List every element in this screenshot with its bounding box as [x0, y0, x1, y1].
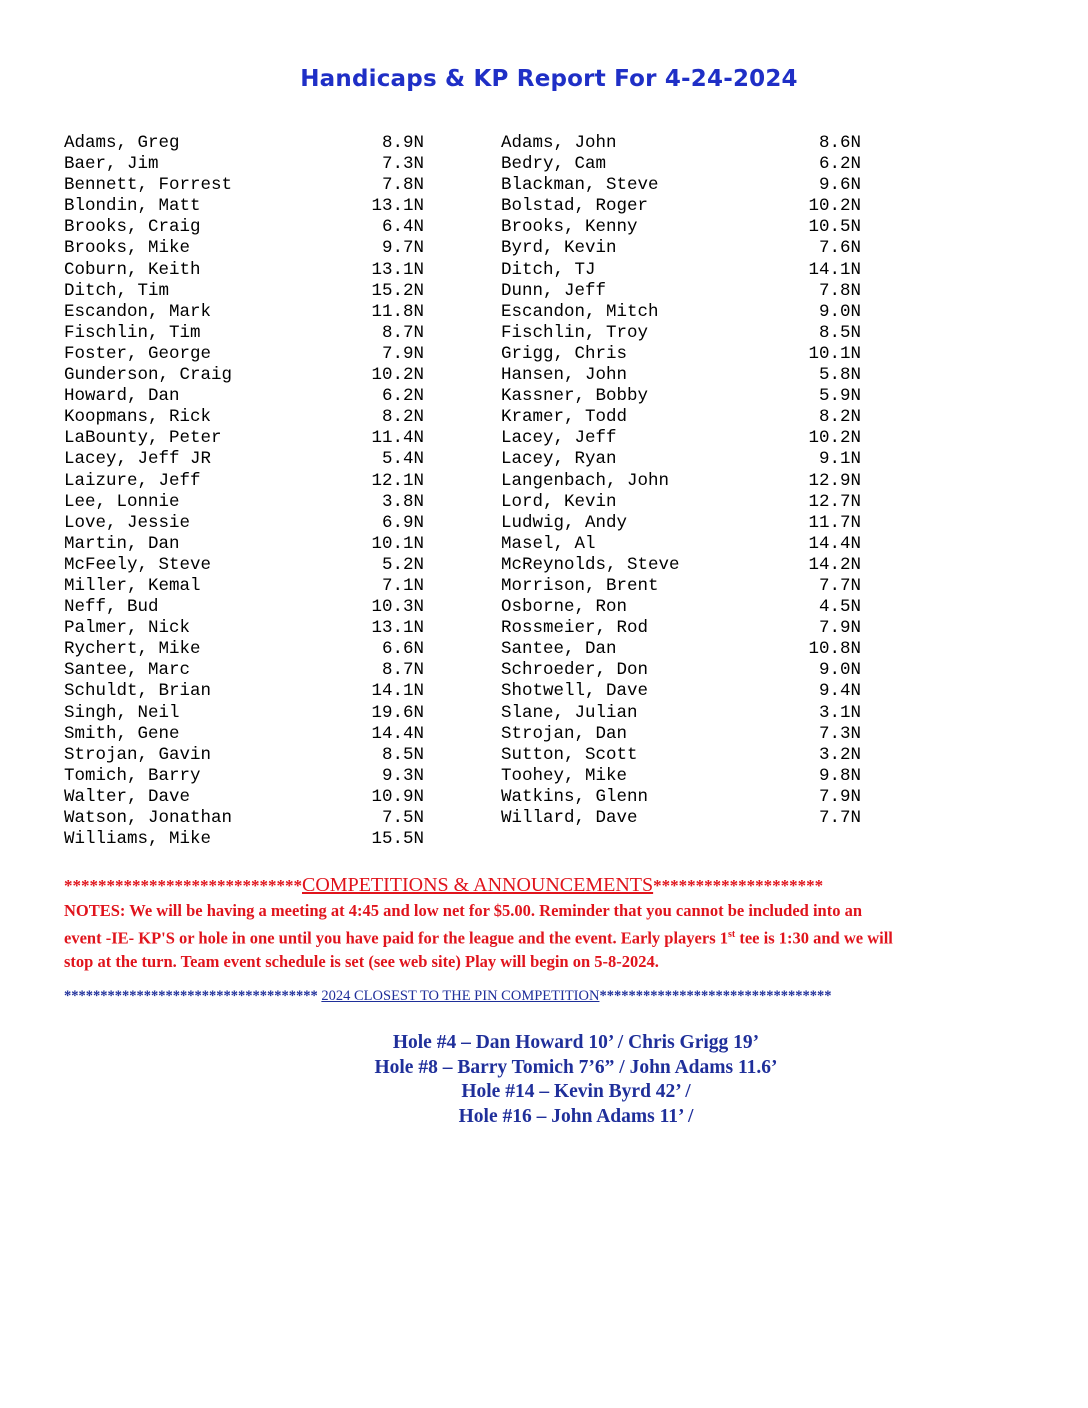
player-row [501, 724, 861, 745]
player-handicap: 13.1N [371, 259, 424, 280]
player-row [64, 449, 424, 470]
player-handicap: 10.5N [808, 217, 861, 238]
player-name: Love, Jessie [64, 512, 191, 533]
player-name: Sutton, Scott [501, 744, 638, 765]
player-row [501, 787, 861, 808]
player-handicap: 7.8N [818, 280, 861, 301]
player-name: Toohey, Mike [501, 765, 628, 786]
player-row [64, 238, 424, 259]
player-name: Ditch, Tim [64, 280, 170, 301]
player-row [501, 196, 861, 217]
player-row [64, 133, 424, 154]
player-name: Blackman, Steve [501, 175, 659, 196]
player-name: Slane, Julian [501, 702, 638, 723]
player-handicap: 9.3N [381, 765, 424, 786]
player-name: Lacey, Jeff JR [64, 449, 212, 470]
player-name: Tomich, Barry [64, 765, 201, 786]
player-handicap: 8.5N [381, 744, 424, 765]
player-handicap: 6.2N [381, 386, 424, 407]
player-row [501, 597, 861, 618]
player-handicap: 7.3N [818, 723, 861, 744]
notes-line [64, 923, 1034, 950]
player-handicap: 9.4N [818, 681, 861, 702]
handicap-column-right [501, 133, 861, 829]
player-row [501, 238, 861, 259]
player-row [501, 449, 861, 470]
player-row [64, 681, 424, 702]
player-row [64, 175, 424, 196]
player-name: Foster, George [64, 343, 212, 364]
player-handicap: 19.6N [371, 702, 424, 723]
player-name: Howard, Dan [64, 386, 180, 407]
player-handicap: 9.8N [818, 765, 861, 786]
player-name: Grigg, Chris [501, 343, 628, 364]
player-name: Brooks, Kenny [501, 217, 638, 238]
kp-header [64, 988, 831, 1005]
player-handicap: 6.4N [381, 217, 424, 238]
player-name: Hansen, John [501, 365, 628, 386]
player-handicap: 7.9N [381, 343, 424, 364]
player-name: Lacey, Ryan [501, 449, 617, 470]
player-name: Brooks, Mike [64, 238, 191, 259]
player-handicap: 7.6N [818, 238, 861, 259]
player-row [64, 766, 424, 787]
player-name: Neff, Bud [64, 597, 159, 618]
player-name: Lord, Kevin [501, 491, 617, 512]
player-name: Kramer, Todd [501, 407, 628, 428]
player-name: Byrd, Kevin [501, 238, 617, 259]
player-handicap: 14.4N [371, 723, 424, 744]
player-handicap: 12.9N [808, 470, 861, 491]
player-row [64, 618, 424, 639]
stars-divider: ******************** [653, 876, 824, 895]
player-handicap: 9.7N [381, 238, 424, 259]
player-row [501, 808, 861, 829]
player-handicap: 15.5N [371, 829, 424, 850]
player-name: LaBounty, Peter [64, 428, 222, 449]
player-name: McReynolds, Steve [501, 554, 680, 575]
player-row [64, 829, 424, 850]
player-name: Miller, Kemal [64, 575, 201, 596]
player-row [64, 281, 424, 302]
player-handicap: 10.2N [808, 196, 861, 217]
player-handicap: 7.9N [818, 786, 861, 807]
player-row [64, 724, 424, 745]
player-handicap: 12.7N [808, 491, 861, 512]
player-row [64, 639, 424, 660]
player-handicap: 4.5N [818, 597, 861, 618]
player-name: Schuldt, Brian [64, 681, 212, 702]
player-handicap: 7.5N [381, 808, 424, 828]
notes-line: stop at the turn. Team event schedule is set (see web site) Play will begin on 5-8-2024. [64, 951, 659, 971]
player-handicap: 9.0N [818, 301, 861, 322]
player-handicap: 10.1N [808, 343, 861, 364]
player-name: Williams, Mike [64, 829, 212, 850]
player-row [64, 471, 424, 492]
player-row [501, 386, 861, 407]
player-handicap: 10.3N [371, 597, 424, 618]
player-name: Lacey, Jeff [501, 428, 617, 449]
player-name: Fischlin, Tim [64, 322, 201, 343]
player-row [64, 787, 424, 808]
player-row [501, 555, 861, 576]
player-name: Ditch, TJ [501, 259, 596, 280]
player-handicap: 7.7N [818, 575, 861, 596]
kp-hole-result: Hole #14 – Kevin Byrd 42’ / [461, 1081, 691, 1102]
kp-heading: 2024 CLOSEST TO THE PIN COMPETITION [321, 988, 600, 1004]
player-row [64, 344, 424, 365]
player-handicap: 7.9N [818, 618, 861, 639]
player-row [64, 323, 424, 344]
player-row [64, 217, 424, 238]
player-handicap: 7.8N [381, 175, 424, 196]
player-name: Santee, Dan [501, 639, 617, 660]
notes-text: event -IE- KP'S or hole in one until you have paid for the league and the event. Early players 1 [64, 928, 728, 947]
player-row [501, 323, 861, 344]
player-name: Lee, Lonnie [64, 491, 180, 512]
player-name: Bolstad, Roger [501, 196, 649, 217]
player-name: Brooks, Craig [64, 217, 201, 238]
player-name: Koopmans, Rick [64, 407, 212, 428]
player-name: Singh, Neil [64, 702, 180, 723]
player-name: Willard, Dave [501, 808, 638, 828]
player-handicap: 10.8N [808, 639, 861, 660]
player-row [64, 492, 424, 513]
player-row [501, 660, 861, 681]
player-handicap: 11.7N [808, 512, 861, 533]
player-name: Walter, Dave [64, 786, 191, 807]
player-row [501, 492, 861, 513]
player-row [501, 681, 861, 702]
player-handicap: 9.6N [818, 175, 861, 196]
player-name: Shotwell, Dave [501, 681, 649, 702]
player-handicap: 8.2N [818, 407, 861, 428]
player-name: Bennett, Forrest [64, 175, 233, 196]
player-name: Dunn, Jeff [501, 280, 607, 301]
player-name: Kassner, Bobby [501, 386, 649, 407]
player-handicap: 10.1N [371, 533, 424, 554]
player-name: Morrison, Brent [501, 575, 659, 596]
player-name: Baer, Jim [64, 154, 159, 175]
player-handicap: 12.1N [371, 470, 424, 491]
player-handicap: 3.2N [818, 744, 861, 765]
stars-divider: ******************************** [599, 988, 832, 1004]
player-row [64, 428, 424, 449]
player-name: Masel, Al [501, 533, 596, 554]
stars-divider: *********************************** [64, 988, 322, 1004]
player-handicap: 9.1N [818, 449, 861, 470]
player-name: Palmer, Nick [64, 618, 191, 639]
player-row [64, 154, 424, 175]
announcement-notes [64, 899, 1034, 973]
player-row [64, 534, 424, 555]
player-row [64, 703, 424, 724]
notes-superscript: st [728, 928, 736, 940]
player-handicap: 14.2N [808, 554, 861, 575]
player-name: Santee, Marc [64, 660, 191, 681]
player-row [501, 281, 861, 302]
player-handicap: 6.6N [381, 639, 424, 660]
player-row [64, 808, 424, 829]
player-handicap: 8.5N [818, 322, 861, 343]
player-handicap: 8.9N [381, 133, 424, 153]
player-row [64, 260, 424, 281]
player-row [501, 639, 861, 660]
player-row [501, 513, 861, 534]
announcements-heading: COMPETITIONS & ANNOUNCEMENTS [302, 874, 654, 896]
player-handicap: 10.2N [808, 428, 861, 449]
player-name: Strojan, Dan [501, 723, 628, 744]
player-row [64, 576, 424, 597]
report-title: Handicaps & KP Report For 4-24-2024 [300, 66, 798, 92]
player-name: Fischlin, Troy [501, 322, 649, 343]
player-row [501, 703, 861, 724]
kp-hole-result: Hole #16 – John Adams 11’ / [458, 1105, 694, 1127]
player-handicap: 11.4N [371, 428, 424, 449]
player-name: Osborne, Ron [501, 597, 628, 618]
player-name: McFeely, Steve [64, 554, 212, 575]
player-handicap: 8.2N [381, 407, 424, 428]
player-row [64, 660, 424, 681]
player-name: Watson, Jonathan [64, 808, 233, 828]
player-name: Smith, Gene [64, 723, 180, 744]
player-row [501, 766, 861, 787]
player-handicap: 3.8N [381, 491, 424, 512]
notes-text: tee is 1:30 and we will [735, 928, 893, 947]
player-row [64, 302, 424, 323]
player-name: Ludwig, Andy [501, 512, 628, 533]
player-row [501, 428, 861, 449]
player-row [64, 196, 424, 217]
player-handicap: 10.9N [371, 786, 424, 807]
player-handicap: 5.8N [818, 365, 861, 386]
player-row [64, 513, 424, 534]
player-name: Laizure, Jeff [64, 470, 201, 491]
player-name: Martin, Dan [64, 533, 180, 554]
player-handicap: 7.1N [381, 575, 424, 596]
player-name: Blondin, Matt [64, 196, 201, 217]
player-handicap: 14.4N [808, 533, 861, 554]
player-handicap: 13.1N [371, 618, 424, 639]
kp-hole-result: Hole #4 – Dan Howard 10’ / Chris Grigg 19’ [392, 1032, 760, 1053]
player-name: Escandon, Mark [64, 301, 212, 322]
notes-line: NOTES: We will be having a meeting at 4:45 and low net for $5.00. Reminder that you cannot be included into an [64, 901, 863, 920]
player-row [501, 217, 861, 238]
player-name: Escandon, Mitch [501, 301, 659, 322]
player-handicap: 15.2N [371, 280, 424, 301]
player-row [501, 260, 861, 281]
player-name: Rychert, Mike [64, 639, 201, 660]
player-name: Adams, John [501, 133, 617, 153]
player-row [64, 386, 424, 407]
player-name: Rossmeier, Rod [501, 618, 649, 639]
player-name: Adams, Greg [64, 133, 180, 153]
player-handicap: 10.2N [371, 365, 424, 386]
player-row [501, 302, 861, 323]
player-row [64, 407, 424, 428]
player-row [501, 534, 861, 555]
player-row [501, 407, 861, 428]
announcements-header [64, 874, 823, 897]
player-handicap: 7.3N [381, 154, 424, 175]
player-handicap: 5.4N [381, 449, 424, 470]
player-row [501, 618, 861, 639]
player-handicap: 5.2N [381, 554, 424, 575]
player-handicap: 6.9N [381, 512, 424, 533]
player-row [501, 154, 861, 175]
player-row [64, 597, 424, 618]
handicap-column-left [64, 133, 424, 850]
kp-hole-result: Hole #8 – Barry Tomich 7’6” / John Adams 11.6’ [374, 1056, 778, 1078]
player-row [64, 555, 424, 576]
player-name: Coburn, Keith [64, 259, 201, 280]
player-handicap: 5.9N [818, 386, 861, 407]
player-name: Bedry, Cam [501, 154, 607, 175]
player-handicap: 11.8N [371, 301, 424, 322]
player-row [501, 471, 861, 492]
player-handicap: 8.7N [381, 660, 424, 681]
player-name: Strojan, Gavin [64, 744, 212, 765]
player-handicap: 6.2N [818, 154, 861, 175]
player-row [501, 344, 861, 365]
player-row [501, 133, 861, 154]
player-row [501, 365, 861, 386]
player-handicap: 8.7N [381, 322, 424, 343]
player-handicap: 13.1N [371, 196, 424, 217]
player-name: Gunderson, Craig [64, 365, 233, 386]
player-handicap: 9.0N [818, 660, 861, 681]
player-name: Watkins, Glenn [501, 786, 649, 807]
player-name: Schroeder, Don [501, 660, 649, 681]
player-row [501, 175, 861, 196]
player-row [501, 576, 861, 597]
player-handicap: 8.6N [818, 133, 861, 153]
stars-divider: **************************** [64, 876, 302, 895]
player-handicap: 3.1N [818, 702, 861, 723]
player-handicap: 7.7N [818, 808, 861, 828]
player-row [501, 745, 861, 766]
player-name: Langenbach, John [501, 470, 670, 491]
player-handicap: 14.1N [808, 259, 861, 280]
player-row [64, 745, 424, 766]
kp-results [0, 1031, 1088, 1129]
player-row [64, 365, 424, 386]
player-handicap: 14.1N [371, 681, 424, 702]
